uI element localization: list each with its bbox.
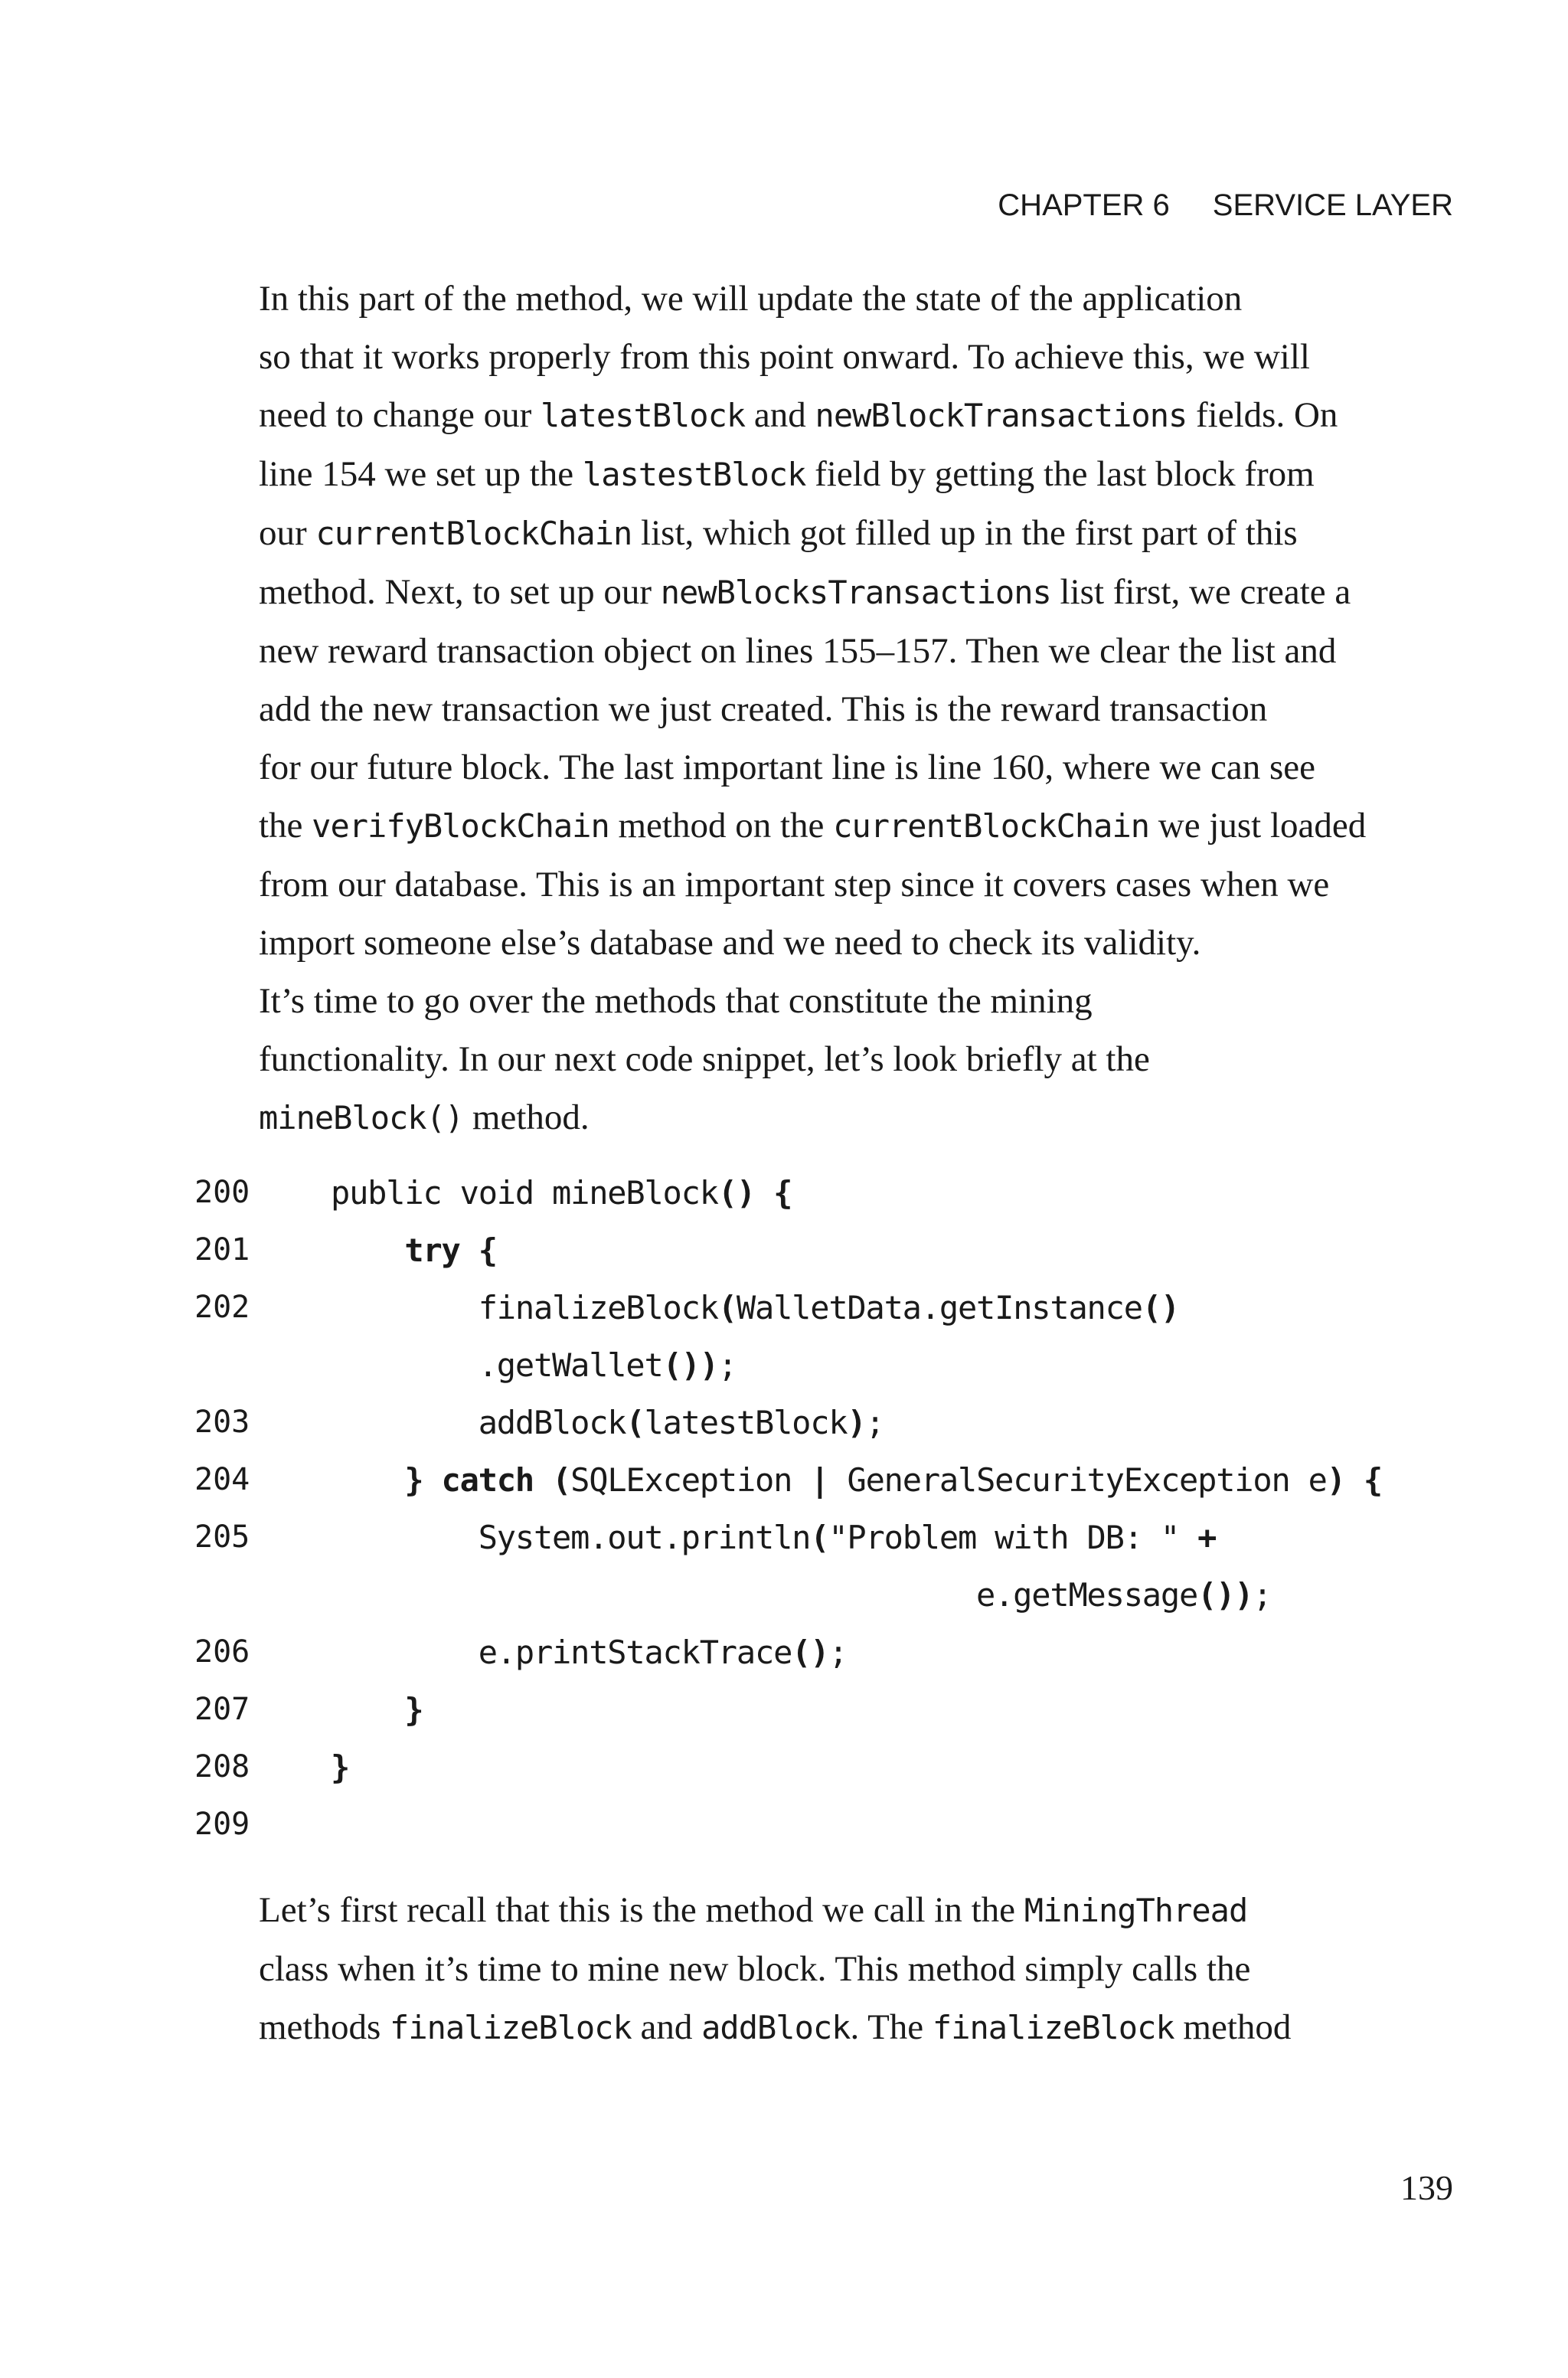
code-token-bold: ( <box>626 1404 645 1441</box>
code-source <box>331 1336 737 1394</box>
code-token: addBlock <box>331 1404 626 1441</box>
code-token-bold: ) <box>1326 1461 1345 1499</box>
line-number <box>194 1336 331 1394</box>
code-source <box>331 1394 884 1451</box>
code-line <box>194 1394 1496 1451</box>
code-token: ; <box>865 1404 884 1441</box>
text-run: field by getting the last block from <box>805 454 1315 494</box>
text-line <box>194 914 1450 972</box>
code-line <box>194 1164 1496 1222</box>
code-line <box>194 1509 1496 1566</box>
inline-code: currentBlockChain <box>315 515 632 552</box>
code-token-bold: try <box>404 1232 460 1269</box>
text-line <box>194 1940 1450 1998</box>
code-token <box>755 1174 773 1212</box>
text-line <box>194 1088 1450 1147</box>
code-listing-mineblock <box>194 1164 1496 1853</box>
code-line <box>194 1336 1496 1394</box>
text-line <box>194 445 1450 504</box>
code-source <box>331 1279 1179 1336</box>
code-source <box>331 1451 1382 1509</box>
paragraph-state-update <box>194 270 1450 972</box>
code-token: .getWallet <box>331 1346 663 1384</box>
code-token: ; <box>828 1634 848 1671</box>
code-token-bold: catch <box>441 1461 534 1499</box>
code-line <box>194 1624 1496 1681</box>
text-line <box>194 855 1450 914</box>
text-line <box>194 680 1450 738</box>
code-token: latestBlock <box>644 1404 848 1441</box>
text-run: line 154 we set up the <box>259 454 583 494</box>
code-source <box>331 1164 792 1222</box>
code-line <box>194 1566 1496 1624</box>
code-token-bold: ) <box>847 1404 866 1441</box>
text-run: method. Next, to set up our <box>259 572 661 612</box>
paragraph-mining-intro <box>194 972 1450 1147</box>
line-number: 209 <box>194 1807 250 1842</box>
text-line <box>194 1030 1450 1088</box>
code-token-bold: () <box>792 1634 829 1671</box>
code-source <box>331 1681 423 1739</box>
chapter-label: CHAPTER 6 <box>998 188 1170 222</box>
code-token-bold: ()) <box>662 1346 718 1384</box>
inline-code: newBlocksTransactions <box>660 574 1051 611</box>
code-token: System.out.println <box>331 1519 811 1556</box>
code-token <box>423 1461 441 1499</box>
text-run: In this part of the method, we will update the state of the application <box>259 279 1243 319</box>
inline-code: mineBlock() <box>259 1099 464 1137</box>
text-line <box>194 563 1450 622</box>
line-number: 206 <box>194 1634 250 1670</box>
text-run: add the new transaction we just created. This is the reward transaction <box>259 689 1268 729</box>
body-text-bottom <box>194 1881 1450 2057</box>
text-line <box>194 622 1450 680</box>
code-token: GeneralSecurityException e <box>828 1461 1327 1499</box>
text-run: method on the <box>609 806 834 846</box>
body-text-top <box>194 270 1450 1147</box>
code-token-bold: + <box>1197 1519 1217 1556</box>
text-run: the <box>259 806 312 846</box>
code-token: e.getMessage <box>331 1576 1198 1614</box>
code-token-bold: ( <box>717 1289 737 1326</box>
code-token-bold: | <box>810 1461 829 1499</box>
text-line <box>194 972 1450 1030</box>
code-token <box>331 1461 404 1499</box>
text-line <box>194 270 1450 328</box>
inline-code: lastestBlock <box>582 456 806 493</box>
text-run: need to change our <box>259 395 541 435</box>
inline-code: currentBlockChain <box>833 807 1150 845</box>
code-source <box>331 1739 349 1796</box>
line-number: 207 <box>194 1692 250 1727</box>
text-run: class when it’s time to mine new block. This method simply calls the <box>259 1949 1251 1989</box>
code-token-bold: } <box>404 1461 423 1499</box>
text-line <box>194 738 1450 796</box>
code-token: "Problem with DB: " <box>828 1519 1198 1556</box>
text-run: and <box>745 395 815 435</box>
code-token-bold: } <box>404 1691 423 1729</box>
text-run: our <box>259 513 316 553</box>
text-run: Let’s first recall that this is the method we call in the <box>259 1890 1024 1930</box>
text-run: from our database. This is an important step since it covers cases when we <box>259 865 1330 904</box>
inline-code: verifyBlockChain <box>312 807 609 845</box>
code-token <box>331 1691 404 1729</box>
line-number: 201 <box>194 1232 250 1268</box>
inline-code: latestBlock <box>541 397 746 434</box>
text-run: method <box>1174 2007 1292 2047</box>
inline-code: MiningThread <box>1024 1892 1248 1929</box>
code-token <box>534 1461 552 1499</box>
code-token-bold: () <box>1142 1289 1179 1326</box>
code-token-bold: () <box>717 1174 755 1212</box>
code-line <box>194 1681 1496 1739</box>
text-run: list, which got filled up in the first part of this <box>632 513 1298 553</box>
line-number: 205 <box>194 1519 250 1555</box>
text-run: and <box>631 2007 702 2047</box>
line-number: 208 <box>194 1749 250 1784</box>
code-line <box>194 1739 1496 1796</box>
code-line <box>194 1796 1496 1853</box>
text-line <box>194 1881 1450 1940</box>
code-token-bold: ( <box>810 1519 829 1556</box>
text-line <box>194 1998 1450 2057</box>
chapter-title: SERVICE LAYER <box>1212 188 1453 222</box>
text-line <box>194 386 1450 445</box>
text-run: new reward transaction object on lines 155–157. Then we clear the list and <box>259 631 1337 671</box>
code-token: public void mineBlock <box>331 1174 718 1212</box>
code-token-bold: { <box>773 1174 792 1212</box>
code-token: ; <box>717 1346 737 1384</box>
code-source <box>331 1624 847 1681</box>
text-run: . The <box>850 2007 933 2047</box>
text-run: we just loaded <box>1149 806 1367 846</box>
code-token: e.printStackTrace <box>331 1634 792 1671</box>
code-token <box>1345 1461 1364 1499</box>
text-line <box>194 504 1450 563</box>
text-line <box>194 796 1450 855</box>
code-source <box>331 1222 497 1279</box>
text-run: method. <box>463 1097 590 1137</box>
text-run: so that it works properly from this point onward. To achieve this, we will <box>259 337 1310 377</box>
line-number <box>194 1566 331 1624</box>
text-line <box>194 328 1450 386</box>
paragraph-mineblock-explanation <box>194 1881 1450 2057</box>
code-token-bold: ()) <box>1197 1576 1253 1614</box>
code-token-bold: ( <box>552 1461 571 1499</box>
code-line <box>194 1279 1496 1336</box>
page-number: 139 <box>1400 2168 1453 2207</box>
code-source <box>331 1566 1271 1624</box>
inline-code: newBlockTransactions <box>815 397 1187 434</box>
running-head <box>998 188 1453 223</box>
inline-code: finalizeBlock <box>932 2009 1174 2046</box>
line-number: 204 <box>194 1462 250 1497</box>
code-token-bold: } <box>331 1748 350 1786</box>
inline-code: finalizeBlock <box>390 2009 632 2046</box>
code-token-bold: { <box>1363 1461 1382 1499</box>
code-token: finalizeBlock <box>331 1289 718 1326</box>
text-run: fields. On <box>1187 395 1338 435</box>
code-token <box>331 1232 404 1269</box>
code-line <box>194 1222 1496 1279</box>
line-number: 202 <box>194 1290 250 1325</box>
code-token: SQLException <box>570 1461 811 1499</box>
code-token: ; <box>1253 1576 1272 1614</box>
code-source <box>331 1509 1216 1566</box>
text-run: methods <box>259 2007 390 2047</box>
code-token-bold: { <box>478 1232 497 1269</box>
line-number: 200 <box>194 1175 250 1210</box>
line-number: 203 <box>194 1405 250 1440</box>
text-run: It’s time to go over the methods that constitute the mining <box>259 981 1093 1021</box>
inline-code: addBlock <box>701 2009 851 2046</box>
text-run: functionality. In our next code snippet, let’s look briefly at the <box>259 1039 1150 1079</box>
text-run: for our future block. The last important line is line 160, where we can see <box>259 747 1315 787</box>
code-line <box>194 1451 1496 1509</box>
code-token <box>460 1232 479 1269</box>
text-run: import someone else’s database and we need to check its validity. <box>259 923 1201 963</box>
code-token: WalletData.getInstance <box>736 1289 1142 1326</box>
text-run: list first, we create a <box>1050 572 1351 612</box>
